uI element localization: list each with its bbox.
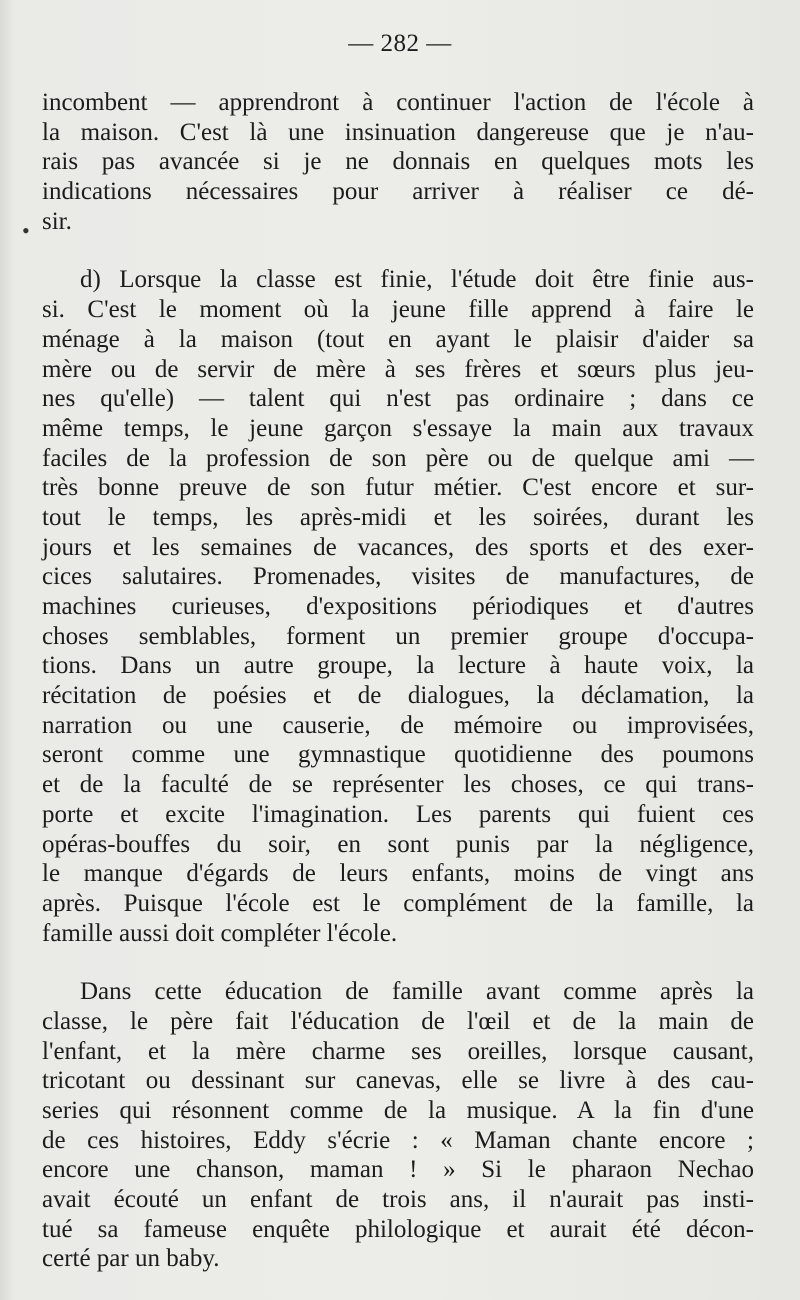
text-line: machines curieuses, d'expositions périodiques et d'autres — [42, 593, 754, 620]
paragraph — [42, 265, 754, 948]
text-line: ménage à la maison (tout en ayant le plaisir d'aider sa — [42, 325, 754, 353]
text-line: Dans cette éducation de famille avant comme après la — [80, 978, 754, 1006]
text-line: si. C'est le moment où la jeune fille apprend à faire le — [42, 296, 754, 324]
text-line: nes qu'elle) — talent qui n'est pas ordinaire ; dans ce — [42, 385, 754, 413]
paragraph — [42, 88, 754, 236]
text-line: d) Lorsque la classe est finie, l'étude doit être finie aus- — [80, 266, 754, 294]
paragraph-gap — [42, 948, 754, 977]
text-line: et de la faculté de se représenter les choses, ce qui trans- — [42, 771, 754, 799]
text-line: cices salutaires. Promenades, visites de manufactures, de — [42, 563, 754, 591]
text-line: rais pas avancée si je ne donnais en quelques mots les — [42, 148, 754, 176]
text-line: mère ou de servir de mère à ses frères et sœurs plus jeu- — [42, 355, 754, 383]
text-line: narration ou une causerie, de mémoire ou improvisées, — [42, 711, 754, 739]
text-line: l'enfant, et la mère charme ses oreilles, lorsque causant, — [42, 1037, 754, 1065]
text-line: seront comme une gymnastique quotidienne des poumons — [42, 741, 754, 769]
text-line: faciles de la profession de son père ou de quelque ami — — [42, 444, 754, 472]
text-line: famille aussi doit compléter l'école. — [42, 919, 398, 947]
text-line: tué sa fameuse enquête philologique et aurait été décon- — [42, 1215, 754, 1243]
text-line: porte et excite l'imagination. Les parents qui fuient ces — [42, 800, 754, 828]
text-line: de ces histoires, Eddy s'écrie : « Maman chante encore ; — [42, 1126, 754, 1154]
page-number: — 282 — — [348, 30, 452, 57]
text-line: series qui résonnent comme de la musique. A la fin d'une — [42, 1097, 754, 1124]
text-line: classe, le père fait l'éducation de l'œil et de la main de — [42, 1007, 754, 1035]
text-line: incombent — apprendront à continuer l'action de l'école à — [42, 89, 754, 116]
text-line: tout le temps, les après-midi et les soirées, durant les — [42, 503, 754, 531]
text-line: après. Puisque l'école est le complément de la famille, la — [42, 889, 754, 917]
text-line: choses semblables, forment un premier groupe d'occupa- — [42, 622, 754, 650]
text-line: la maison. C'est là une insinuation dangereuse que je n'au- — [42, 118, 754, 146]
margin-dot: • — [22, 218, 30, 243]
text-line: tions. Dans un autre groupe, la lecture à haute voix, la — [42, 652, 754, 680]
text-line: même temps, le jeune garçon s'essaye la main aux travaux — [42, 414, 754, 442]
page-body — [42, 88, 754, 1274]
text-line: encore une chanson, maman ! » Si le pharaon Nechao — [42, 1156, 754, 1184]
text-line: avait écouté un enfant de trois ans, il n'aurait pas insti- — [42, 1186, 754, 1214]
text-line: très bonne preuve de son futur métier. C'est encore et sur- — [42, 474, 754, 502]
text-line: sir. — [42, 207, 72, 235]
text-line: certé par un baby. — [42, 1245, 220, 1273]
text-line: tricotant ou dessinant sur canevas, elle se livre à des cau- — [42, 1067, 754, 1095]
paragraph — [42, 977, 754, 1274]
paragraph-gap — [42, 236, 754, 265]
text-line: récitation de poésies et de dialogues, la déclamation, la — [42, 682, 754, 710]
text-line: le manque d'égards de leurs enfants, moins de vingt ans — [42, 860, 754, 888]
text-line: opéras-bouffes du soir, en sont punis par la négligence, — [42, 830, 754, 858]
text-line: indications nécessaires pour arriver à réaliser ce dé- — [42, 178, 754, 206]
text-line: jours et les semaines de vacances, des sports et des exer- — [42, 533, 754, 561]
